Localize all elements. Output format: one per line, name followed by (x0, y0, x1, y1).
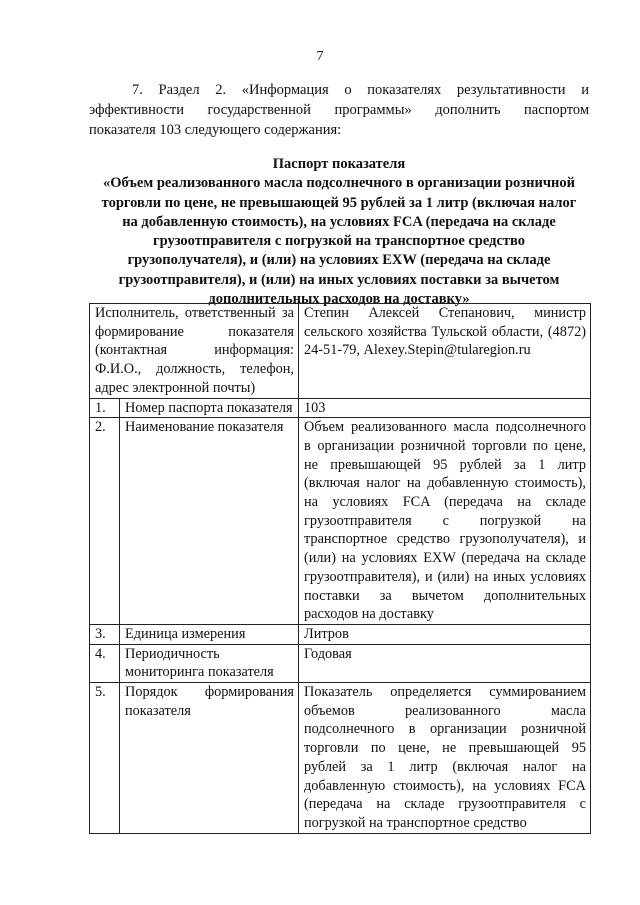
passport-title-line-6: грузоотправителя), и (или) на иных условиях поставки за вычетом (118, 271, 560, 288)
passport-title-line-2: торговли по цене, не превышающей 95 рублей за 1 литр (включая налог (101, 194, 577, 211)
passport-title-line-3: на добавленную стоимость), на условиях FCA (передача на складе (122, 213, 556, 230)
executor-label: Исполнитель, ответственный за формирование показателя (контактная информация: Ф.И.О., должность, телефон, адрес электронной почты) (90, 304, 299, 399)
row-name: Порядок формирования показателя (120, 683, 299, 834)
intro-line-2: эффективности государственной программы» дополнить паспортом (89, 102, 589, 118)
intro-paragraph (89, 80, 589, 140)
passport-title-line-5: грузополучателя), и (или) на условиях EXW (передача на складе (127, 252, 551, 269)
row-name: Единица измерения (120, 624, 299, 644)
table-row (90, 683, 591, 834)
passport-heading: Паспорт показателя (272, 156, 406, 172)
row-number: 3. (90, 624, 120, 644)
table-row-executor (90, 304, 591, 399)
executor-value: Степин Алексей Степанович, министр сельского хозяйства Тульской области, (4872) 24-51-79, Alexey.Stepin@tularegion.ru (299, 304, 591, 399)
passport-table (89, 303, 591, 834)
table-row (90, 624, 591, 644)
row-value: 103 (299, 398, 591, 418)
intro-line-3: показателя 103 следующего содержания: (89, 122, 342, 138)
passport-title-line-4: грузоотправителя с погрузкой на транспортное средство (152, 233, 525, 250)
row-value: Показатель определяется суммированием объемов реализованного масла подсолнечного в организации розничной торговли по цене, не превышающей 95 рублей за 1 литр (включая налог на добавленную стоимость), на условиях FCA (передача на складе грузоотправителя с погрузкой на транспортное средство (299, 683, 591, 834)
row-name: Номер паспорта показателя (120, 398, 299, 418)
table-row (90, 418, 591, 625)
row-number: 1. (90, 398, 120, 418)
row-number: 5. (90, 683, 120, 834)
table-row (90, 644, 591, 682)
page-number: 7 (316, 49, 324, 64)
row-number: 2. (90, 418, 120, 625)
table-row (90, 398, 591, 418)
row-value: Годовая (299, 644, 591, 682)
passport-title-line-1: «Объем реализованного масла подсолнечного в организации розничной (103, 175, 575, 192)
passport-title-line-7: дополнительных расходов на доставку» (208, 291, 470, 308)
passport-title (89, 155, 589, 309)
row-name: Периодичность мониторинга показателя (120, 644, 299, 682)
intro-line-1: 7. Раздел 2. «Информация о показателях результативности и (132, 82, 589, 98)
row-number: 4. (90, 644, 120, 682)
row-value: Объем реализованного масла подсолнечного в организации розничной торговли по цене, не превышающей 95 рублей за 1 литр (включая налог на добавленную стоимость), на условиях FCA (передача на складе грузоотправителя с погрузкой на транспортное средство грузополучателя), и (или) на условиях EXW (передача на складе грузоотправителя), и (или) на иных условиях поставки за вычетом дополнительных расходов на доставку (299, 418, 591, 625)
row-value: Литров (299, 624, 591, 644)
row-name: Наименование показателя (120, 418, 299, 625)
